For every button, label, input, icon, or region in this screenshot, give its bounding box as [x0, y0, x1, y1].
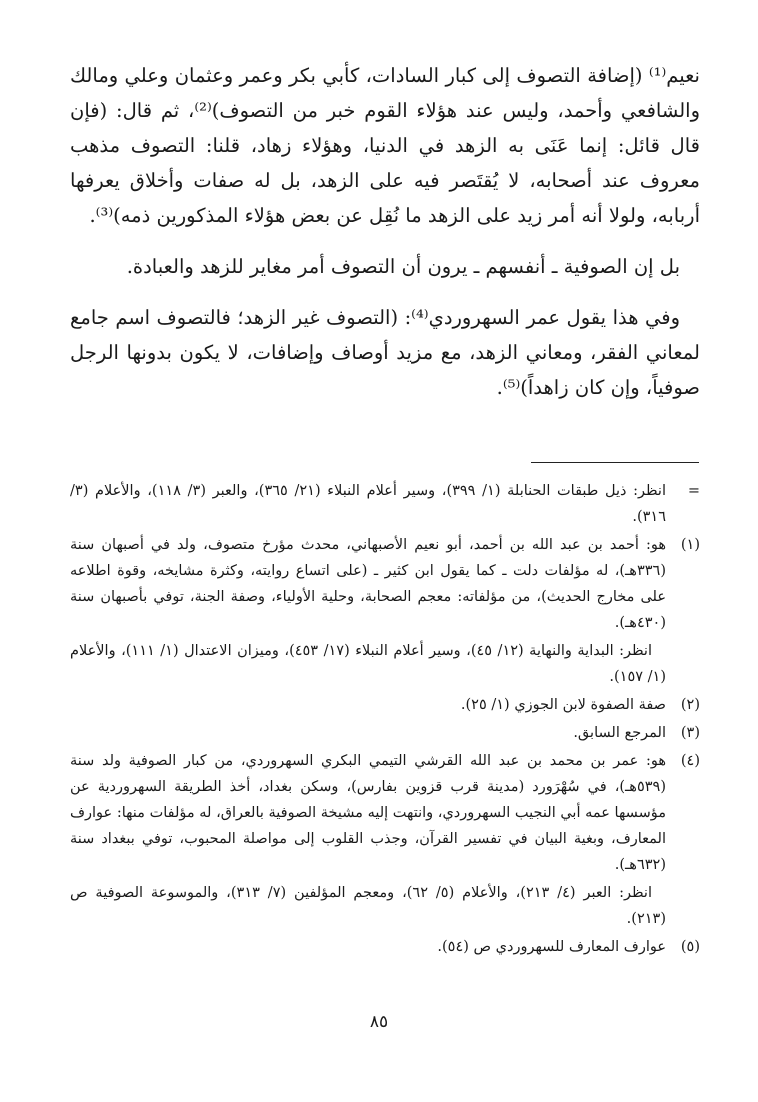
paragraph-3: وفي هذا يقول عمر السهروردي⁽⁴⁾: (التصوف غير الزهد؛ فالتصوف اسم جامع لمعاني الفقر، ومعاني الزهد، مع مزيد أوصاف وإضافات، لا يكون بدونها الرجل صوفياً، وإن كان زاهداً)⁽⁵⁾. [70, 306, 700, 399]
footnote-marker: (٤) [680, 753, 700, 769]
footnote-1-sources: انظر: البداية والنهاية (١٢/ ٤٥)، وسير أعلام النبلاء (١٧/ ٤٥٣)، وميزان الاعتدال (١/ ١١١)، والأعلام (١/ ١٥٧). [70, 643, 666, 685]
footnote-3 [70, 720, 700, 746]
footnote-text: هو: عمر بن محمد بن عبد الله القرشي التيمي البكري السهروردي، من كبار الصوفية ولد سنة (٥٣٩هـ)، في سُهْرَورد (مدينة قرب قزوين بفارس)، وسكن بغداد، أخذ الطريقة السهروردية عن مؤسسها عمه أبي النجيب السهروردي، وانتهت إليه مشيخة الصوفية بالعراق، له مؤلفات منها: عوارف المعارف، وبغية البيان في تفسير القرآن، وجذب القلوب إلى مواصلة المحبوب، توفي ببغداد سنة (٦٣٢هـ). [70, 753, 666, 873]
footnote-marker: (٥) [680, 939, 700, 955]
footnote-text: صفة الصفوة لابن الجوزي (١/ ٢٥). [460, 697, 666, 713]
footnote-2 [70, 692, 700, 718]
footnote-text: المرجع السابق. [573, 725, 666, 741]
footnote-text: هو: أحمد بن عبد الله بن أحمد، أبو نعيم الأصبهاني، محدث مؤرخ متصوف، ولد في أصبهان سنة (٣٣٦هـ)، له مؤلفات دلت ـ كما يقول ابن كثير ـ (على اتساع روايته، وكثرة مشايخه، وقوة اطلاعه على مخارج الحديث)، من مؤلفاته: معجم الصحابة، وحلية الأولياء، وصفة الجنة، توفي بأصبهان سنة (٤٣٠هـ). [70, 537, 666, 631]
footnote-4 [70, 748, 700, 878]
page-number: ٨٥ [369, 1012, 389, 1032]
paragraph-2: بل إن الصوفية ـ أنفسهم ـ يرون أن التصوف أمر مغاير للزهد والعبادة. [126, 255, 680, 278]
footnote-text: عوارف المعارف للسهروردي ص (٥٤). [437, 939, 666, 955]
footnote-5 [70, 934, 700, 960]
footnote-continued [70, 478, 700, 530]
main-text [70, 58, 700, 405]
footnote-4-sources: انظر: العبر (٤/ ٢١٣)، والأعلام (٥/ ٦٢)، ومعجم المؤلفين (٧/ ٣١٣)، والموسوعة الصوفية ص (٢١٣). [70, 885, 666, 927]
footnote-separator [531, 462, 699, 463]
footnote-1 [70, 532, 700, 636]
footnotes [70, 478, 700, 960]
footnote-text: انظر: ذيل طبقات الحنابلة (١/ ٣٩٩)، وسير أعلام النبلاء (٢١/ ٣٦٥)، والعبر (٣/ ١١٨)، والأعلام (٣/ ٣١٦). [70, 483, 666, 525]
footnote-marker: = [687, 483, 700, 499]
footnote-marker: (٣) [680, 725, 700, 741]
footnote-marker: (١) [680, 537, 700, 553]
paragraph-1: نعيم⁽¹⁾ (إضافة التصوف إلى كبار السادات، كأبي بكر وعمر وعثمان وعلي ومالك والشافعي وأحمد، وليس عند هؤلاء القوم خبر من التصوف)⁽²⁾، ثم قال: (فإن قال قائل: إنما عَنَى به الزهد في الدنيا، وهؤلاء زهاد، قلنا: التصوف مذهب معروف عند أصحابه، لا يُقتَصر فيه على الزهد، بل له صفات وأخلاق يعرفها أربابه، ولولا أنه أمر زيد على الزهد ما نُقِل عن بعض هؤلاء المذكورين ذمه)⁽³⁾. [70, 64, 700, 227]
footnote-marker: (٢) [680, 697, 700, 713]
